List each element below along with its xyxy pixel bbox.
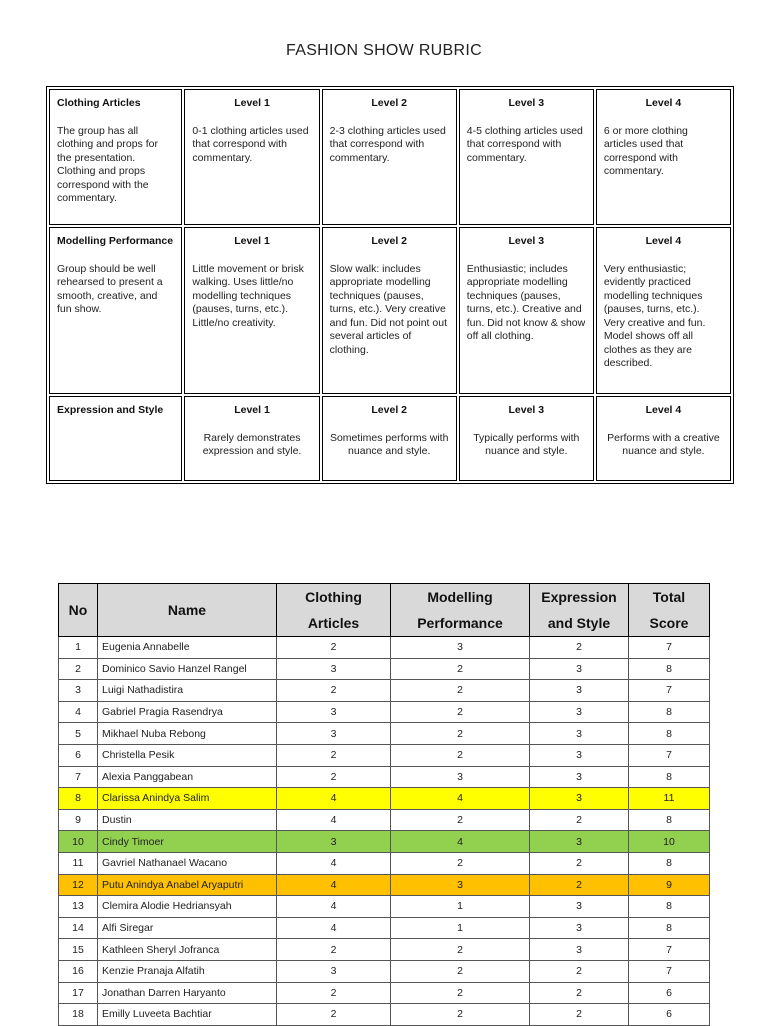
total-score: 8 bbox=[629, 852, 710, 874]
expression-and-style-score: 3 bbox=[530, 788, 629, 810]
clothing-articles-score: 3 bbox=[277, 701, 391, 723]
table-row bbox=[59, 701, 710, 723]
level-cell bbox=[322, 396, 457, 481]
modelling-performance-score: 2 bbox=[391, 1004, 530, 1026]
expression-and-style-score: 3 bbox=[530, 766, 629, 788]
level-cell bbox=[459, 227, 594, 394]
expression-and-style-score: 3 bbox=[530, 917, 629, 939]
row-number: 12 bbox=[59, 874, 98, 896]
clothing-articles-score: 4 bbox=[277, 788, 391, 810]
total-score: 6 bbox=[629, 1004, 710, 1026]
level-cell bbox=[459, 89, 594, 225]
expression-and-style-score: 2 bbox=[530, 809, 629, 831]
criterion-cell bbox=[49, 227, 182, 394]
criterion-description: Group should be well rehearsed to present a smooth, creative, and fun show. bbox=[57, 262, 163, 315]
total-score: 8 bbox=[629, 723, 710, 745]
expression-and-style-score: 2 bbox=[530, 982, 629, 1004]
row-number: 9 bbox=[59, 809, 98, 831]
student-name: Alfi Siregar bbox=[98, 917, 277, 939]
level-cell bbox=[322, 89, 457, 225]
table-row bbox=[59, 766, 710, 788]
row-number: 11 bbox=[59, 852, 98, 874]
table-row bbox=[59, 982, 710, 1004]
total-score: 7 bbox=[629, 939, 710, 961]
table-row bbox=[59, 744, 710, 766]
expression-and-style-score: 3 bbox=[530, 701, 629, 723]
expression-and-style-score: 2 bbox=[530, 1004, 629, 1026]
level-label: Level 4 bbox=[645, 404, 682, 416]
level-label: Level 4 bbox=[645, 235, 682, 247]
expression-and-style-score: 3 bbox=[530, 896, 629, 918]
table-row bbox=[59, 939, 710, 961]
total-score: 8 bbox=[629, 917, 710, 939]
level-label: Level 1 bbox=[234, 235, 270, 247]
clothing-articles-score: 2 bbox=[277, 744, 391, 766]
modelling-performance-score: 2 bbox=[391, 701, 530, 723]
modelling-performance-score: 3 bbox=[391, 766, 530, 788]
modelling-performance-score: 3 bbox=[391, 637, 530, 659]
expression-and-style-score: 3 bbox=[530, 723, 629, 745]
clothing-articles-score: 3 bbox=[277, 960, 391, 982]
expression-and-style-score: 3 bbox=[530, 939, 629, 961]
level-description: Enthusiastic; includes appropriate modelling techniques (pauses, turns, etc.). Creative and fun. Did not know & show off all clothing. bbox=[466, 262, 586, 342]
level-description: Rarely demonstrates expression and style. bbox=[202, 431, 302, 457]
student-name: Clarissa Anindya Salim bbox=[98, 788, 277, 810]
rubric-row-clothing-articles bbox=[49, 89, 731, 225]
modelling-performance-score: 2 bbox=[391, 960, 530, 982]
row-number: 16 bbox=[59, 960, 98, 982]
clothing-articles-score: 4 bbox=[277, 852, 391, 874]
clothing-articles-score: 3 bbox=[277, 723, 391, 745]
score-table bbox=[58, 583, 710, 1026]
level-cell bbox=[184, 227, 319, 394]
student-name: Putu Anindya Anabel Aryaputri bbox=[98, 874, 277, 896]
level-description: Very enthusiastic; evidently practiced modelling techniques (pauses, turns, etc.). Very creative and fun. Model shows off all clothes as they are described. bbox=[603, 262, 706, 369]
modelling-performance-score: 4 bbox=[391, 831, 530, 853]
modelling-performance-score: 2 bbox=[391, 658, 530, 680]
level-description: 2-3 clothing articles used that correspond with commentary. bbox=[329, 124, 446, 164]
level-cell bbox=[459, 396, 594, 481]
clothing-articles-score: 4 bbox=[277, 874, 391, 896]
clothing-articles-score: 4 bbox=[277, 809, 391, 831]
clothing-articles-score: 2 bbox=[277, 1004, 391, 1026]
header-clothing-articles: Clothing Articles bbox=[277, 584, 391, 637]
criterion-cell bbox=[49, 396, 182, 481]
criterion-cell bbox=[49, 89, 182, 225]
student-name: Gabriel Pragia Rasendrya bbox=[98, 701, 277, 723]
table-row bbox=[59, 874, 710, 896]
level-description: 6 or more clothing articles used that correspond with commentary. bbox=[603, 124, 688, 177]
total-score: 7 bbox=[629, 744, 710, 766]
clothing-articles-score: 4 bbox=[277, 917, 391, 939]
table-row bbox=[59, 788, 710, 810]
row-number: 15 bbox=[59, 939, 98, 961]
table-row bbox=[59, 1004, 710, 1026]
total-score: 8 bbox=[629, 809, 710, 831]
score-header-row bbox=[59, 584, 710, 637]
student-name: Cindy Timoer bbox=[98, 831, 277, 853]
level-label: Level 3 bbox=[508, 235, 545, 247]
clothing-articles-score: 4 bbox=[277, 896, 391, 918]
level-label: Level 1 bbox=[234, 404, 270, 416]
rubric-table bbox=[46, 86, 734, 484]
total-score: 9 bbox=[629, 874, 710, 896]
criterion-title: Modelling Performance bbox=[57, 235, 174, 247]
student-name: Luigi Nathadistira bbox=[98, 680, 277, 702]
level-label: Level 3 bbox=[508, 97, 545, 109]
modelling-performance-score: 4 bbox=[391, 788, 530, 810]
row-number: 13 bbox=[59, 896, 98, 918]
header-name: Name bbox=[98, 584, 277, 637]
row-number: 10 bbox=[59, 831, 98, 853]
table-row bbox=[59, 831, 710, 853]
level-description: Slow walk: includes appropriate modelling techniques (pauses, turns, etc.). Very creative and fun. Did not point out several articles of clothing. bbox=[329, 262, 447, 356]
table-row bbox=[59, 658, 710, 680]
modelling-performance-score: 1 bbox=[391, 896, 530, 918]
table-row bbox=[59, 723, 710, 745]
expression-and-style-score: 3 bbox=[530, 744, 629, 766]
student-name: Eugenia Annabelle bbox=[98, 637, 277, 659]
total-score: 10 bbox=[629, 831, 710, 853]
expression-and-style-score: 3 bbox=[530, 658, 629, 680]
table-row bbox=[59, 896, 710, 918]
total-score: 8 bbox=[629, 701, 710, 723]
level-label: Level 1 bbox=[234, 97, 270, 109]
student-name: Kenzie Pranaja Alfatih bbox=[98, 960, 277, 982]
row-number: 5 bbox=[59, 723, 98, 745]
level-description: 4-5 clothing articles used that correspond with commentary. bbox=[466, 124, 583, 164]
header-modelling-performance: Modelling Performance bbox=[391, 584, 530, 637]
level-cell bbox=[184, 396, 319, 481]
total-score: 7 bbox=[629, 680, 710, 702]
modelling-performance-score: 2 bbox=[391, 852, 530, 874]
level-description: Little movement or brisk walking. Uses little/no modelling techniques (pauses, turns, etc.). Little/no creativity. bbox=[192, 262, 304, 329]
student-name: Jonathan Darren Haryanto bbox=[98, 982, 277, 1004]
level-cell bbox=[322, 227, 457, 394]
level-label: Level 4 bbox=[645, 97, 682, 109]
total-score: 6 bbox=[629, 982, 710, 1004]
clothing-articles-score: 2 bbox=[277, 637, 391, 659]
student-name: Clemira Alodie Hedriansyah bbox=[98, 896, 277, 918]
modelling-performance-score: 2 bbox=[391, 809, 530, 831]
table-row bbox=[59, 637, 710, 659]
header-total-score: Total Score bbox=[629, 584, 710, 637]
level-label: Level 2 bbox=[371, 404, 407, 416]
clothing-articles-score: 3 bbox=[277, 831, 391, 853]
student-name: Kathleen Sheryl Jofranca bbox=[98, 939, 277, 961]
row-number: 18 bbox=[59, 1004, 98, 1026]
expression-and-style-score: 2 bbox=[530, 960, 629, 982]
clothing-articles-score: 2 bbox=[277, 982, 391, 1004]
row-number: 3 bbox=[59, 680, 98, 702]
row-number: 6 bbox=[59, 744, 98, 766]
expression-and-style-score: 3 bbox=[530, 680, 629, 702]
expression-and-style-score: 2 bbox=[530, 852, 629, 874]
expression-and-style-score: 3 bbox=[530, 831, 629, 853]
student-name: Gavriel Nathanael Wacano bbox=[98, 852, 277, 874]
row-number: 14 bbox=[59, 917, 98, 939]
criterion-title: Expression and Style bbox=[57, 404, 164, 416]
total-score: 7 bbox=[629, 960, 710, 982]
student-name: Alexia Panggabean bbox=[98, 766, 277, 788]
student-name: Dustin bbox=[98, 809, 277, 831]
level-cell bbox=[596, 396, 731, 481]
row-number: 4 bbox=[59, 701, 98, 723]
modelling-performance-score: 1 bbox=[391, 917, 530, 939]
level-cell bbox=[596, 89, 731, 225]
level-description: Performs with a creative nuance and style. bbox=[607, 431, 720, 457]
level-label: Level 2 bbox=[371, 235, 407, 247]
modelling-performance-score: 2 bbox=[391, 744, 530, 766]
row-number: 17 bbox=[59, 982, 98, 1004]
row-number: 8 bbox=[59, 788, 98, 810]
expression-and-style-score: 2 bbox=[530, 637, 629, 659]
table-row bbox=[59, 680, 710, 702]
level-label: Level 3 bbox=[508, 404, 545, 416]
total-score: 8 bbox=[629, 896, 710, 918]
table-row bbox=[59, 852, 710, 874]
criterion-description: The group has all clothing and props for the presentation. Clothing and props correspond with the commentary. bbox=[57, 124, 158, 204]
level-description: Sometimes performs with nuance and style. bbox=[329, 431, 449, 457]
modelling-performance-score: 2 bbox=[391, 680, 530, 702]
table-row bbox=[59, 809, 710, 831]
table-row bbox=[59, 960, 710, 982]
modelling-performance-score: 2 bbox=[391, 939, 530, 961]
clothing-articles-score: 2 bbox=[277, 939, 391, 961]
clothing-articles-score: 3 bbox=[277, 658, 391, 680]
expression-and-style-score: 2 bbox=[530, 874, 629, 896]
student-name: Emilly Luveeta Bachtiar bbox=[98, 1004, 277, 1026]
rubric-row-expression-and-style bbox=[49, 396, 731, 481]
table-row bbox=[59, 917, 710, 939]
row-number: 2 bbox=[59, 658, 98, 680]
page-title: FASHION SHOW RUBRIC bbox=[286, 42, 482, 59]
score-table-body bbox=[59, 637, 710, 1026]
level-description: 0-1 clothing articles used that correspond with commentary. bbox=[192, 124, 309, 164]
header-no: No bbox=[59, 584, 98, 637]
level-description: Typically performs with nuance and style. bbox=[473, 431, 580, 457]
student-name: Dominico Savio Hanzel Rangel bbox=[98, 658, 277, 680]
total-score: 8 bbox=[629, 766, 710, 788]
level-cell bbox=[184, 89, 319, 225]
modelling-performance-score: 3 bbox=[391, 874, 530, 896]
clothing-articles-score: 2 bbox=[277, 680, 391, 702]
criterion-title: Clothing Articles bbox=[57, 97, 141, 109]
modelling-performance-score: 2 bbox=[391, 982, 530, 1004]
total-score: 8 bbox=[629, 658, 710, 680]
row-number: 1 bbox=[59, 637, 98, 659]
level-label: Level 2 bbox=[371, 97, 407, 109]
header-expression-and-style: Expression and Style bbox=[530, 584, 629, 637]
row-number: 7 bbox=[59, 766, 98, 788]
level-cell bbox=[596, 227, 731, 394]
student-name: Christella Pesik bbox=[98, 744, 277, 766]
clothing-articles-score: 2 bbox=[277, 766, 391, 788]
total-score: 7 bbox=[629, 637, 710, 659]
student-name: Mikhael Nuba Rebong bbox=[98, 723, 277, 745]
modelling-performance-score: 2 bbox=[391, 723, 530, 745]
rubric-row-modelling-performance bbox=[49, 227, 731, 394]
total-score: 11 bbox=[629, 788, 710, 810]
